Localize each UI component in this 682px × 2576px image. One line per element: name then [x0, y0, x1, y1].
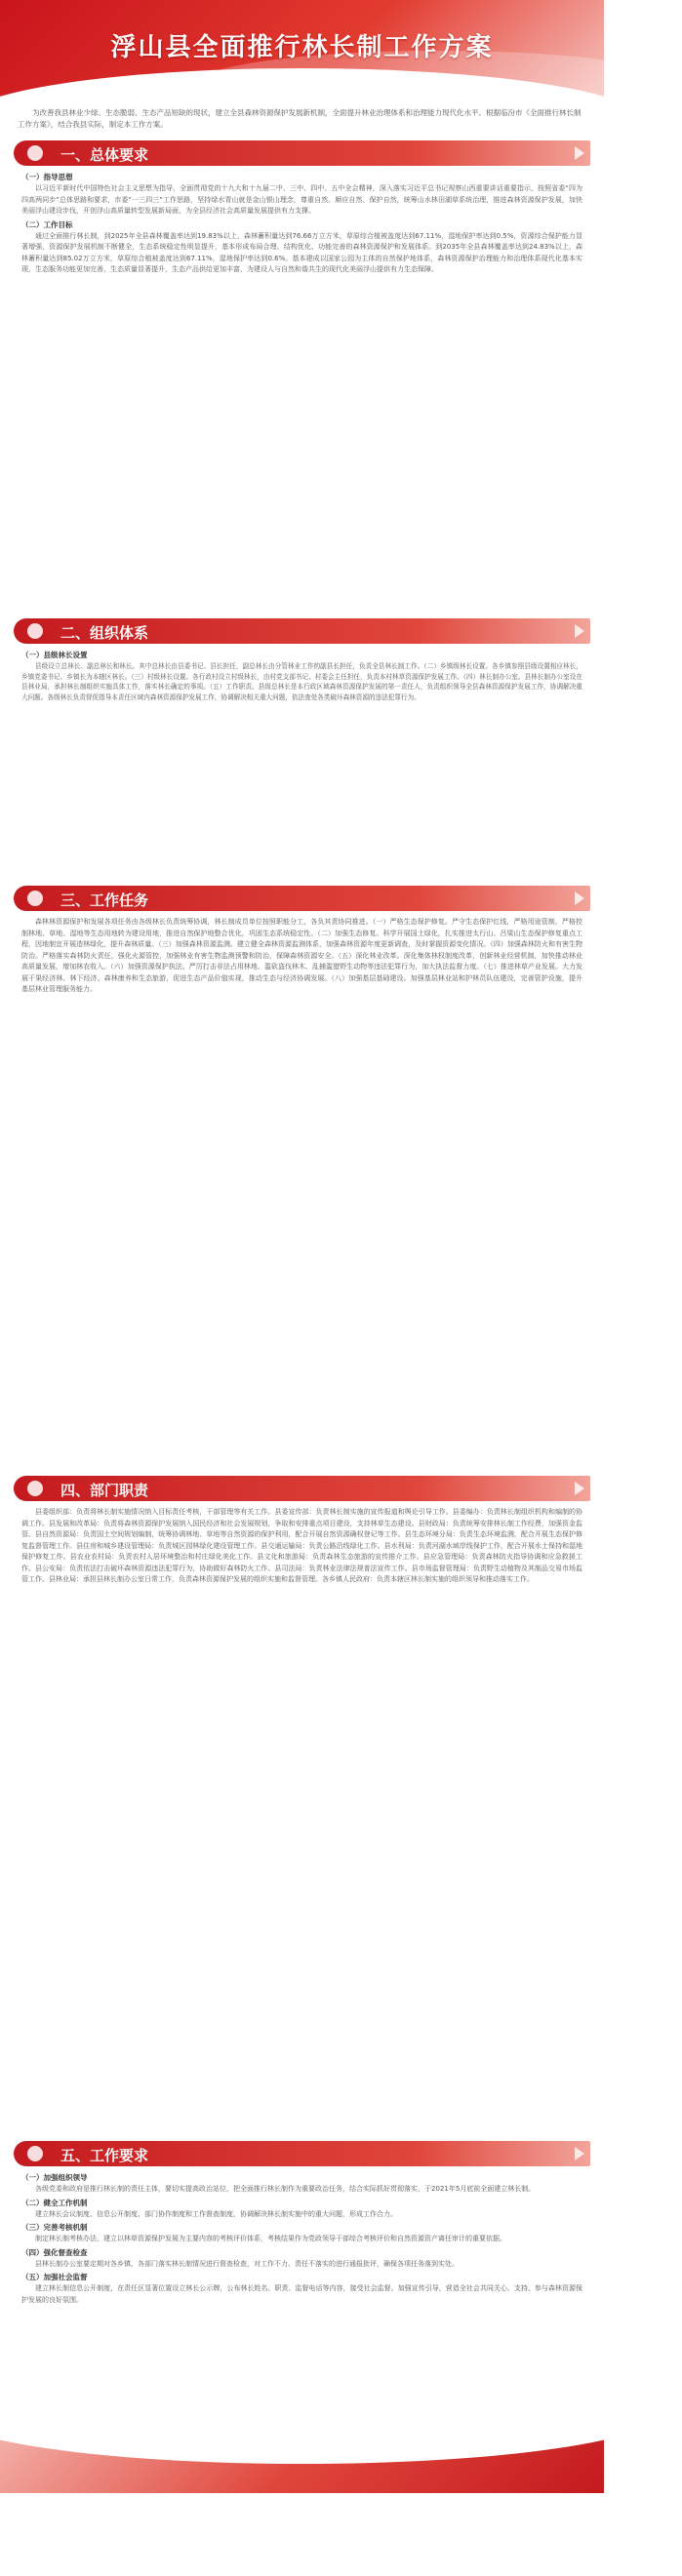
intro-paragraph: 为改善我县林业少绿、生态脆弱、生态产品短缺的现状，建立全县森林资源保护发展新机制，全面提升林业治理体系和治理能力现代化水平。根据临汾市《全面推行林长制工作方案》，结合我县实际，制定本工作方案。 [18, 108, 582, 129]
page-title: 浮山县全面推行林长制工作方案 [110, 33, 494, 62]
bullet-icon [27, 1481, 43, 1496]
bullet-icon [27, 2146, 43, 2161]
arrow-icon [575, 146, 584, 160]
section-title: 五、工作要求 [60, 2147, 149, 2164]
paragraph: 建立林长会议制度、信息公开制度、部门协作制度和工作督查制度，协调解决林长制实施中的重大问题，形成工作合力。 [35, 2209, 397, 2218]
paragraph: 建立林长制信息公开制度，在责任区显著位置设立林长公示牌，公布林长姓名、职责、监督电话等内容，接受社会监督。加强宣传引导，营造全社会共同关心、支持、参与森林资源保护发展的良好氛围。 [21, 2284, 582, 2304]
paragraph: 森林林资源保护和发展各项任务由各级林长负责统筹协调，林长制成员单位按照职能分工，各负其责协同推进。（一）严格生态保护修复。严守生态保护红线，严格用途管制，严格控制林地、草地、湿地等生态用地转为建设用地，推进自然保护地整合优化，巩固生态系统稳定性。（二）加强生态修复。科学开展国土绿化，扎实推进太行山、吕梁山生态保护修复重点工程，因地制宜开展造林绿化，提升森林质量。（三）加强森林资源监测。建立健全森林资源监测体系，加强森林资源年度更新调查，及时掌握资源变化情况。（四）加强森林防火和有害生物防治。严格落实森林防火责任，强化火源管控，加强林业有害生物监测预警和防治，保障森林资源安全。（五）深化林业改革。深化集体林权制度改革，创新林业经营机制，加快推动林业高质量发展，增加林农收入。（六）加强资源保护执法。严厉打击非法占用林地、滥砍盗伐林木、乱捕滥猎野生动物等违法犯罪行为，加大执法监督力度。（七）推进林草产业发展。大力发展干果经济林、林下经济、森林康养和生态旅游，促进生态产品价值实现，推动生态与经济协调发展。（八）加强基层基础建设。加强基层林业站和护林员队伍建设，完善管护设施，提升基层林业管理服务能力。 [21, 918, 582, 993]
paragraph: 县级设立总林长、副总林长和林长。其中总林长由县委书记、县长担任，副总林长由分管林业工作的副县长担任，负责全县林长制工作。（二）乡镇级林长设置。各乡镇参照县级设置相应林长，乡镇党委书记、乡镇长为本辖区林长。（三）村级林长设置。各行政村设立村级林长，由村党支部书记、村委会主任担任，负责本村林草资源保护发展工作。（四）林长制办公室。县林长制办公室设在县林业局，承担林长制组织实施具体工作，落实林长确定的事项。（五）工作职责。县级总林长是本行政区域森林资源保护发展的第一责任人，负责组织领导全县森林资源保护发展工作，协调解决重大问题。各级林长负责督促指导本责任区域内森林资源保护发展工作，协调解决相关重大问题，依法查处各类破坏森林资源的违法犯罪行为。 [21, 662, 582, 701]
section-title: 四、部门职责 [60, 1482, 149, 1499]
section-title: 三、工作任务 [60, 892, 149, 909]
arrow-icon [575, 624, 584, 638]
subheading: （二）工作目标 [21, 219, 73, 229]
section-header [14, 886, 590, 911]
paragraph: 县委组织部：负责将林长制实施情况纳入目标责任考核，干部管理等有关工作。县委宣传部：负责林长制实施的宣传报道和舆论引导工作。县委编办：负责林长制组织机构和编制的协调工作。县发展和改革局：负责将森林资源保护发展纳入国民经济和社会发展规划，争取和安排重点项目建设，支持林草生态建设。县财政局：负责统筹安排林长制工作经费，加强资金监管。县自然资源局：负责国土空间规划编制，统筹协调林地、草地等自然资源的保护利用，配合开展自然资源确权登记等工作。县生态环境分局：负责生态环境监测，配合开展生态保护修复监督管理工作。县住房和城乡建设管理局：负责城区园林绿化建设管理工作。县交通运输局：负责公路沿线绿化工作。县水利局：负责河湖水域岸线保护工作，配合开展水土保持和湿地保护修复工作。县农业农村局：负责农村人居环境整治和村庄绿化美化工作。县文化和旅游局：负责森林生态旅游的宣传推介工作。县应急管理局：负责森林防火指导协调和应急救援工作。县公安局：负责依法打击破坏森林资源违法犯罪行为，协助做好森林防火工作。县司法局：负责林业法律法规普法宣传工作。县市场监督管理局：负责野生动植物及其制品交易市场监管工作。县林业局：承担县林长制办公室日常工作，负责森林资源保护发展的组织实施和监督管理。各乡镇人民政府：负责本辖区林长制实施的组织领导和推动落实工作。 [21, 1508, 582, 1583]
bullet-icon [27, 891, 43, 906]
paragraph: 县林长制办公室要定期对各乡镇、各部门落实林长制情况进行督查检查，对工作不力、责任不落实的进行通报批评，确保各项任务落到实处。 [35, 2259, 459, 2268]
section-department-duties [0, 1476, 604, 2131]
subheading: （四）强化督查检查 [21, 2247, 88, 2257]
section-title: 二、组织体系 [60, 624, 149, 642]
arrow-icon [575, 1482, 584, 1495]
subheading: （一）指导思想 [21, 173, 73, 181]
subheading: （二）健全工作机制 [21, 2198, 88, 2207]
section-title: 一、总体要求 [60, 146, 149, 164]
subheading: （一）加强组织领导 [21, 2173, 88, 2182]
section-header [14, 140, 590, 166]
bullet-icon [27, 623, 43, 639]
bullet-icon [27, 145, 43, 161]
section-tasks [0, 886, 604, 1466]
subheading: （三）完善考核机制 [21, 2223, 88, 2232]
section-header [14, 618, 590, 644]
arrow-icon [575, 2147, 584, 2160]
footer-wave [0, 2376, 662, 2464]
arrow-icon [575, 892, 584, 905]
section-work-requirements [0, 2141, 604, 2576]
document-body [0, 107, 604, 2425]
subheading: （五）加强社会监督 [21, 2273, 88, 2281]
subheading: （一）县级林长设置 [21, 651, 88, 659]
paragraph: 通过全面推行林长制，到2025年全县森林覆盖率达到19.83%以上，森林蓄积量达到76.66万立方米，草原综合植被盖度达到67.11%，湿地保护率达到0.5%，资源综合保护能力显著增强，资源保护发展机制不断健全，生态系统稳定性明显提升，基本形成布局合理、结构优化、功能完善的森林资源保护和发展体系。到2035年全县森林覆盖率达到24.83%以上，森林蓄积量达到85.02万立方米，草原综合植被盖度达到67.11%，湿地保护率达到0.6%。基本建成以国家公园为主体的自然保护地体系，森林资源保护治理能力和治理体系现代化基本实现，生态服务功能更加完善，生态质量显著提升，生态产品供给更加丰富，为建设人与自然和谐共生的现代化美丽浮山提供有力生态保障。 [21, 231, 582, 273]
section-overall-requirements [0, 140, 604, 609]
section-organization [0, 618, 604, 876]
page-header [0, 0, 604, 115]
paragraph: 以习近平新时代中国特色社会主义思想为指导，全面贯彻党的十九大和十九届二中、三中、四中、五中全会精神，深入落实习近平总书记视察山西重要讲话重要指示，按照省委“四为四高两同步”总体思路和要求，市委“一三四三”工作思路，坚持绿水青山就是金山银山理念，尊重自然、顺应自然、保护自然，统筹山水林田湖草系统治理，推进森林资源保护发展，加快美丽浮山建设步伐，开创浮山高质量转型发展新局面，为全县经济社会高质量发展提供有力支撑。 [21, 184, 582, 215]
section-header [14, 1476, 590, 1501]
page-footer [0, 2425, 604, 2493]
paragraph: 各级党委和政府是推行林长制的责任主体，要切实提高政治站位，把全面推行林长制作为重要政治任务，结合实际抓好贯彻落实，于2021年5月底前全面建立林长制。 [35, 2185, 536, 2193]
section-header [14, 2141, 590, 2166]
paragraph: 制定林长制考核办法，建立以林草资源保护发展为主要内容的考核评价体系，考核结果作为党政领导干部综合考核评价和自然资源资产离任审计的重要依据。 [35, 2235, 506, 2242]
